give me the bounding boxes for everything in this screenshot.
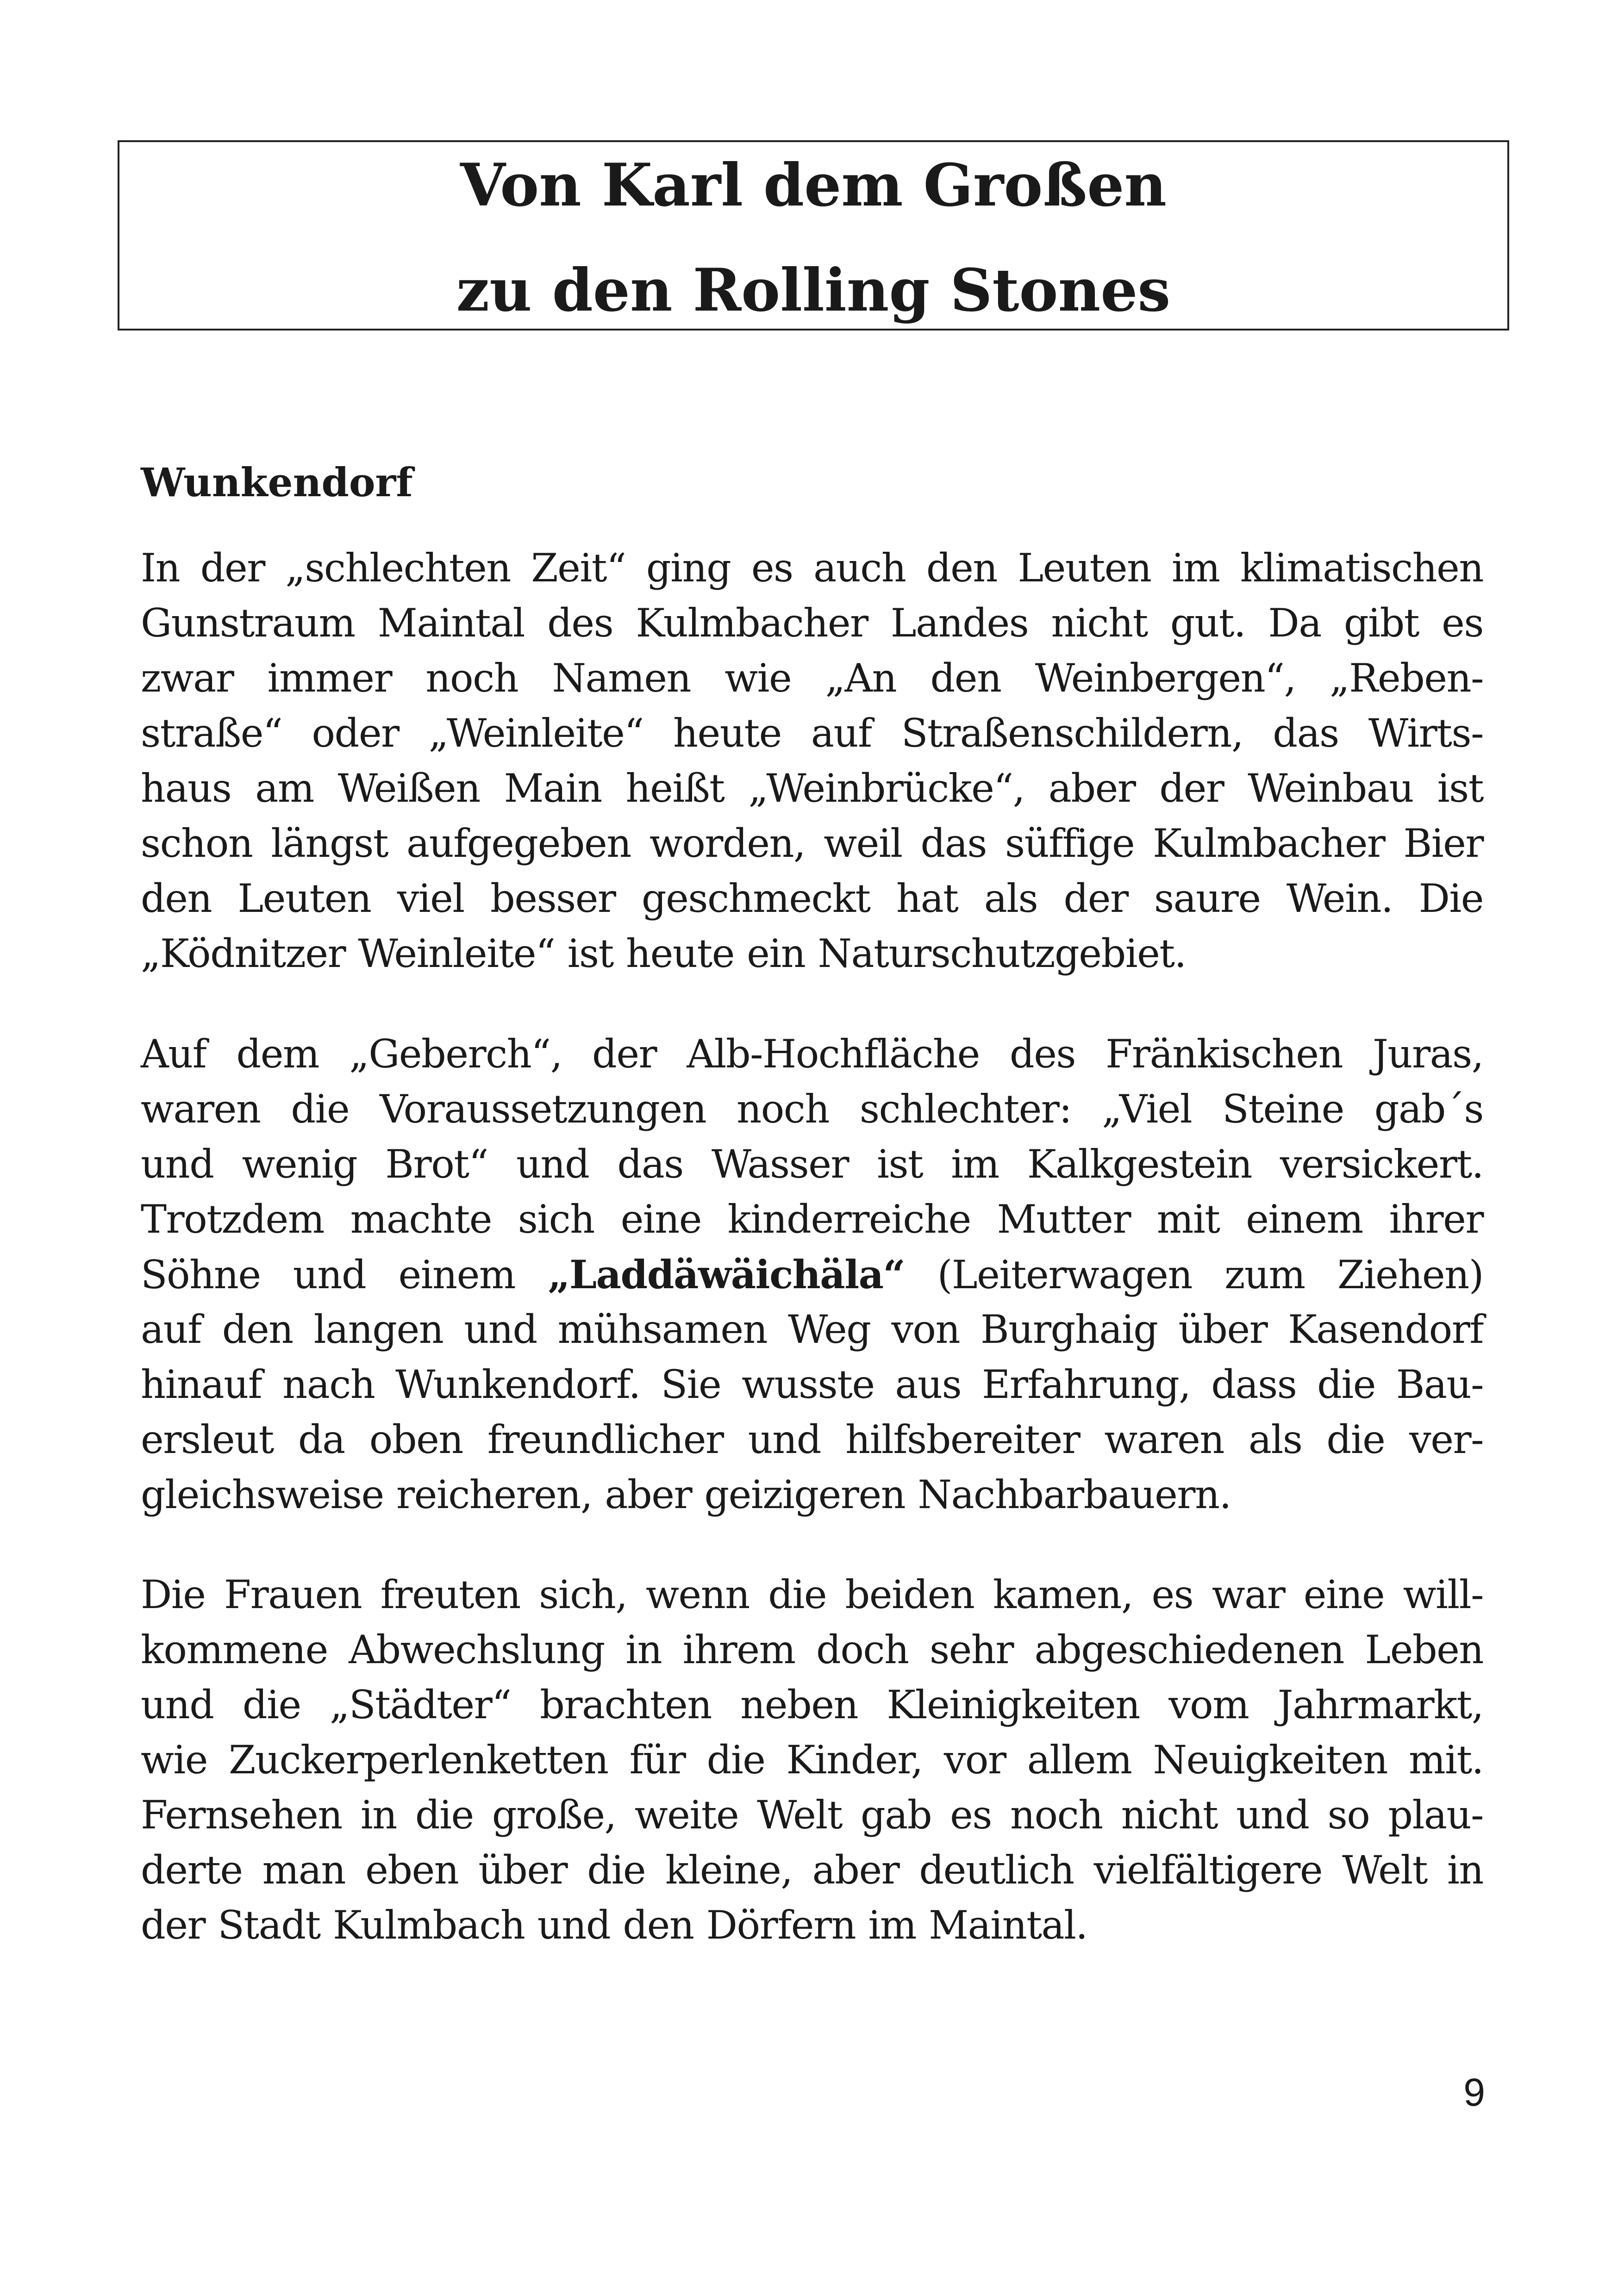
paragraph-3 [141,1567,1483,1953]
dialect-term: „Laddäwäichäla“ [548,1252,905,1297]
text-line: und die „Städter“ brachten neben Kleinigkeiten vom Jahrmarkt, [141,1682,1483,1727]
text-line: waren die Voraussetzungen noch schlechter: „Viel Steine gab´s [141,1086,1483,1132]
text-line: den Leuten viel besser geschmeckt hat als der saure Wein. Die [141,876,1483,921]
paragraph-2 [141,1027,1483,1522]
paragraph-1 [141,541,1483,981]
text-line: kommene Abwechslung in ihrem doch sehr abgeschiedenen Leben [141,1627,1483,1672]
text-line: straße“ oder „Weinleite“ heute auf Straßenschildern, das Wirts- [141,711,1483,756]
text-line-with-emphasis [141,1247,1483,1302]
text-line: Die Frauen freuten sich, wenn die beiden kamen, es war eine will- [141,1572,1483,1617]
text-line: In der „schlechten Zeit“ ging es auch den Leuten im klimatischen [141,545,1483,591]
text-line: Fernsehen in die große, weite Welt gab es noch nicht und so plau- [141,1792,1483,1838]
line-text-before: Söhne und einem [141,1252,548,1297]
line-text-after: (Leiterwagen zum Ziehen) [905,1252,1483,1297]
page-number: 9 [1463,2070,1485,2114]
title-line-2: zu den Rolling Stones [456,256,1171,324]
text-line: der Stadt Kulmbach und den Dörfern im Maintal. [141,1902,1087,1948]
text-line: gleichsweise reicheren, aber geizigeren Nachbarbauern. [141,1472,1231,1517]
text-line: „Ködnitzer Weinleite“ ist heute ein Naturschutzgebiet. [141,931,1186,976]
text-line: ersleut da oben freundlicher und hilfsbereiter waren als die ver- [141,1417,1483,1462]
text-line: wie Zuckerperlenketten für die Kinder, vor allem Neuigkeiten mit. [141,1737,1483,1783]
text-line: zwar immer noch Namen wie „An den Weinbergen“, „Reben- [141,655,1483,701]
text-line: derte man eben über die kleine, aber deutlich vielfältigere Welt in [141,1847,1483,1893]
title-box [118,140,1509,331]
text-line: haus am Weißen Main heißt „Weinbrücke“, aber der Weinbau ist [141,766,1483,811]
text-line: schon längst aufgegeben worden, weil das süffige Kulmbacher Bier [141,821,1483,866]
text-line: auf den langen und mühsamen Weg von Burghaig über Kasendorf [141,1307,1483,1352]
title-line-1: Von Karl dem Großen [460,151,1167,219]
text-line: und wenig Brot“ und das Wasser ist im Kalkgestein versickert. [141,1141,1483,1187]
text-line: Trotzdem machte sich eine kinderreiche Mutter mit einem ihrer [141,1197,1483,1242]
text-line: Auf dem „Geberch“, der Alb-Hochfläche des Fränkischen Juras, [141,1031,1483,1077]
text-line: Gunstraum Maintal des Kulmbacher Landes nicht gut. Da gibt es [141,600,1483,646]
section-heading: Wunkendorf [141,460,413,506]
text-line: hinauf nach Wunkendorf. Sie wusste aus Erfahrung, dass die Bau- [141,1362,1483,1407]
